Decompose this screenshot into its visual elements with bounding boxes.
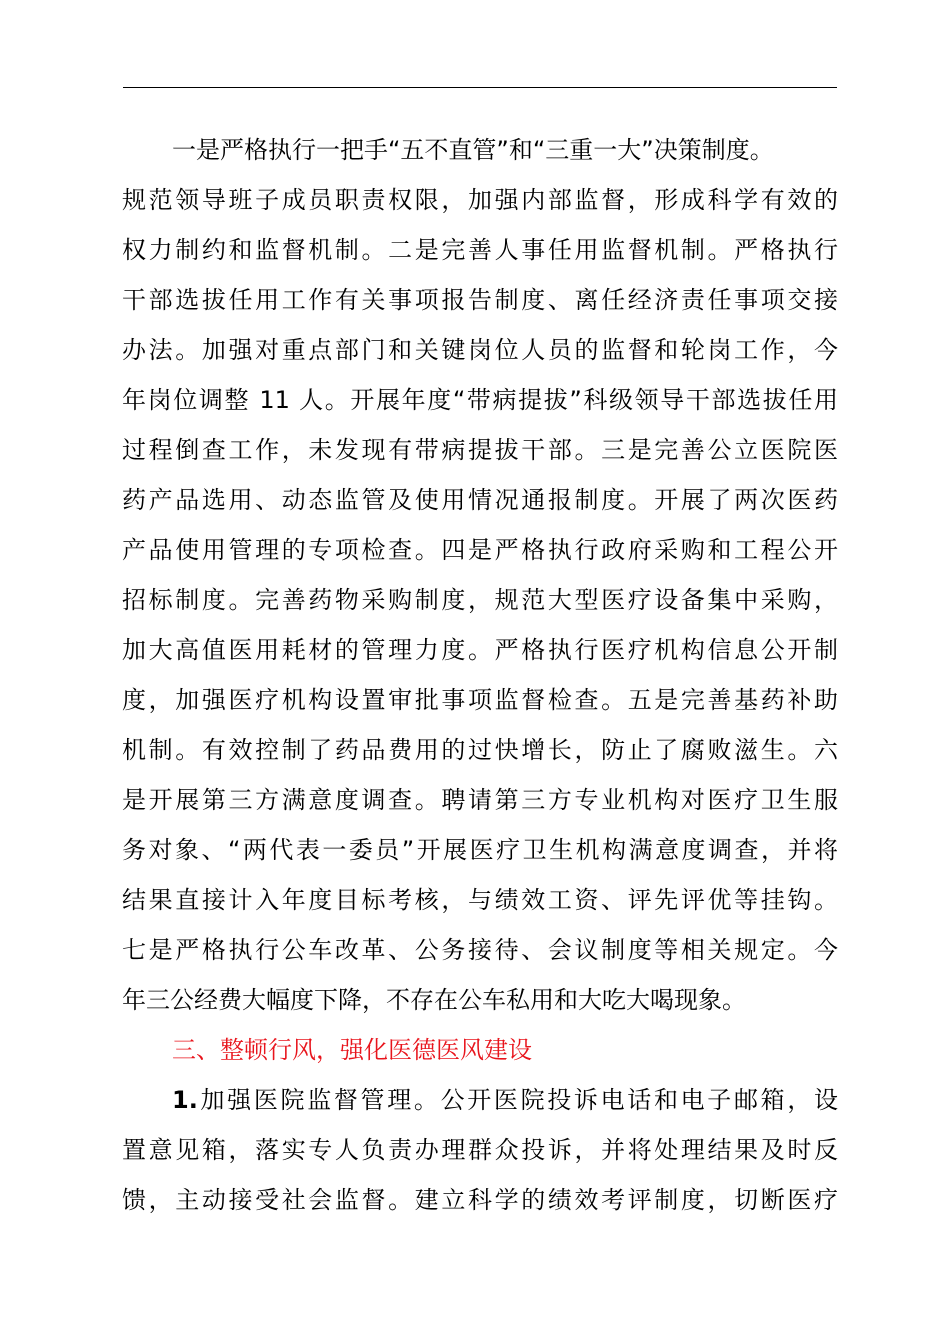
header-rule (123, 87, 837, 88)
paragraph-line: 规范领导班子成员职责权限，加强内部监督，形成科学有效的 (122, 186, 838, 214)
item-line (172, 1083, 838, 1117)
paragraph-line: 七是严格执行公车改革、公务接待、会议制度等相关规定。今 (122, 936, 838, 964)
item-number: 1. (172, 1086, 198, 1114)
paragraph-line: 是开展第三方满意度调查。聘请第三方专业机构对医疗卫生服 (122, 786, 838, 814)
paragraph-line: 权力制约和监督机制。二是完善人事任用监督机制。严格执行 (122, 236, 838, 264)
paragraph-line: 招标制度。完善药物采购制度，规范大型医疗设备集中采购， (122, 586, 838, 614)
paragraph-line: 一是严格执行一把手“五不直管”和“三重一大”决策制度。 (172, 136, 774, 164)
paragraph-line: 产品使用管理的专项检查。四是严格执行政府采购和工程公开 (122, 536, 838, 564)
paragraph-line: 机制。有效控制了药品费用的过快增长，防止了腐败滋生。六 (122, 736, 838, 764)
paragraph-line: 年岗位调整 11 人。开展年度“带病提拔”科级领导干部选拔任用 (122, 386, 838, 414)
paragraph-line: 办法。加强对重点部门和关键岗位人员的监督和轮岗工作，今 (122, 336, 838, 364)
paragraph-line: 药产品选用、动态监管及使用情况通报制度。开展了两次医药 (122, 486, 838, 514)
paragraph-line: 加大高值医用耗材的管理力度。严格执行医疗机构信息公开制 (122, 636, 838, 664)
item-text: 加强医院监督管理。公开医院投诉电话和电子邮箱，设 (197, 1086, 838, 1114)
paragraph-line: 年三公经费大幅度下降，不存在公车私用和大吃大喝现象。 (122, 986, 746, 1014)
paragraph-line: 干部选拔任用工作有关事项报告制度、离任经济责任事项交接 (122, 286, 838, 314)
paragraph-line: 务对象、“两代表一委员”开展医疗卫生机构满意度调查，并将 (122, 836, 838, 864)
paragraph-line: 馈，主动接受社会监督。建立科学的绩效考评制度，切断医疗 (122, 1186, 838, 1214)
paragraph-line: 置意见箱，落实专人负责办理群众投诉，并将处理结果及时反 (122, 1136, 838, 1164)
section-heading: 三、整顿行风，强化医德医风建设 (172, 1036, 532, 1064)
paragraph-line: 过程倒查工作，未发现有带病提拔干部。三是完善公立医院医 (122, 436, 838, 464)
paragraph-line: 结果直接计入年度目标考核，与绩效工资、评先评优等挂钩。 (122, 886, 838, 914)
paragraph-line: 度，加强医疗机构设置审批事项监督检查。五是完善基药补助 (122, 686, 838, 714)
